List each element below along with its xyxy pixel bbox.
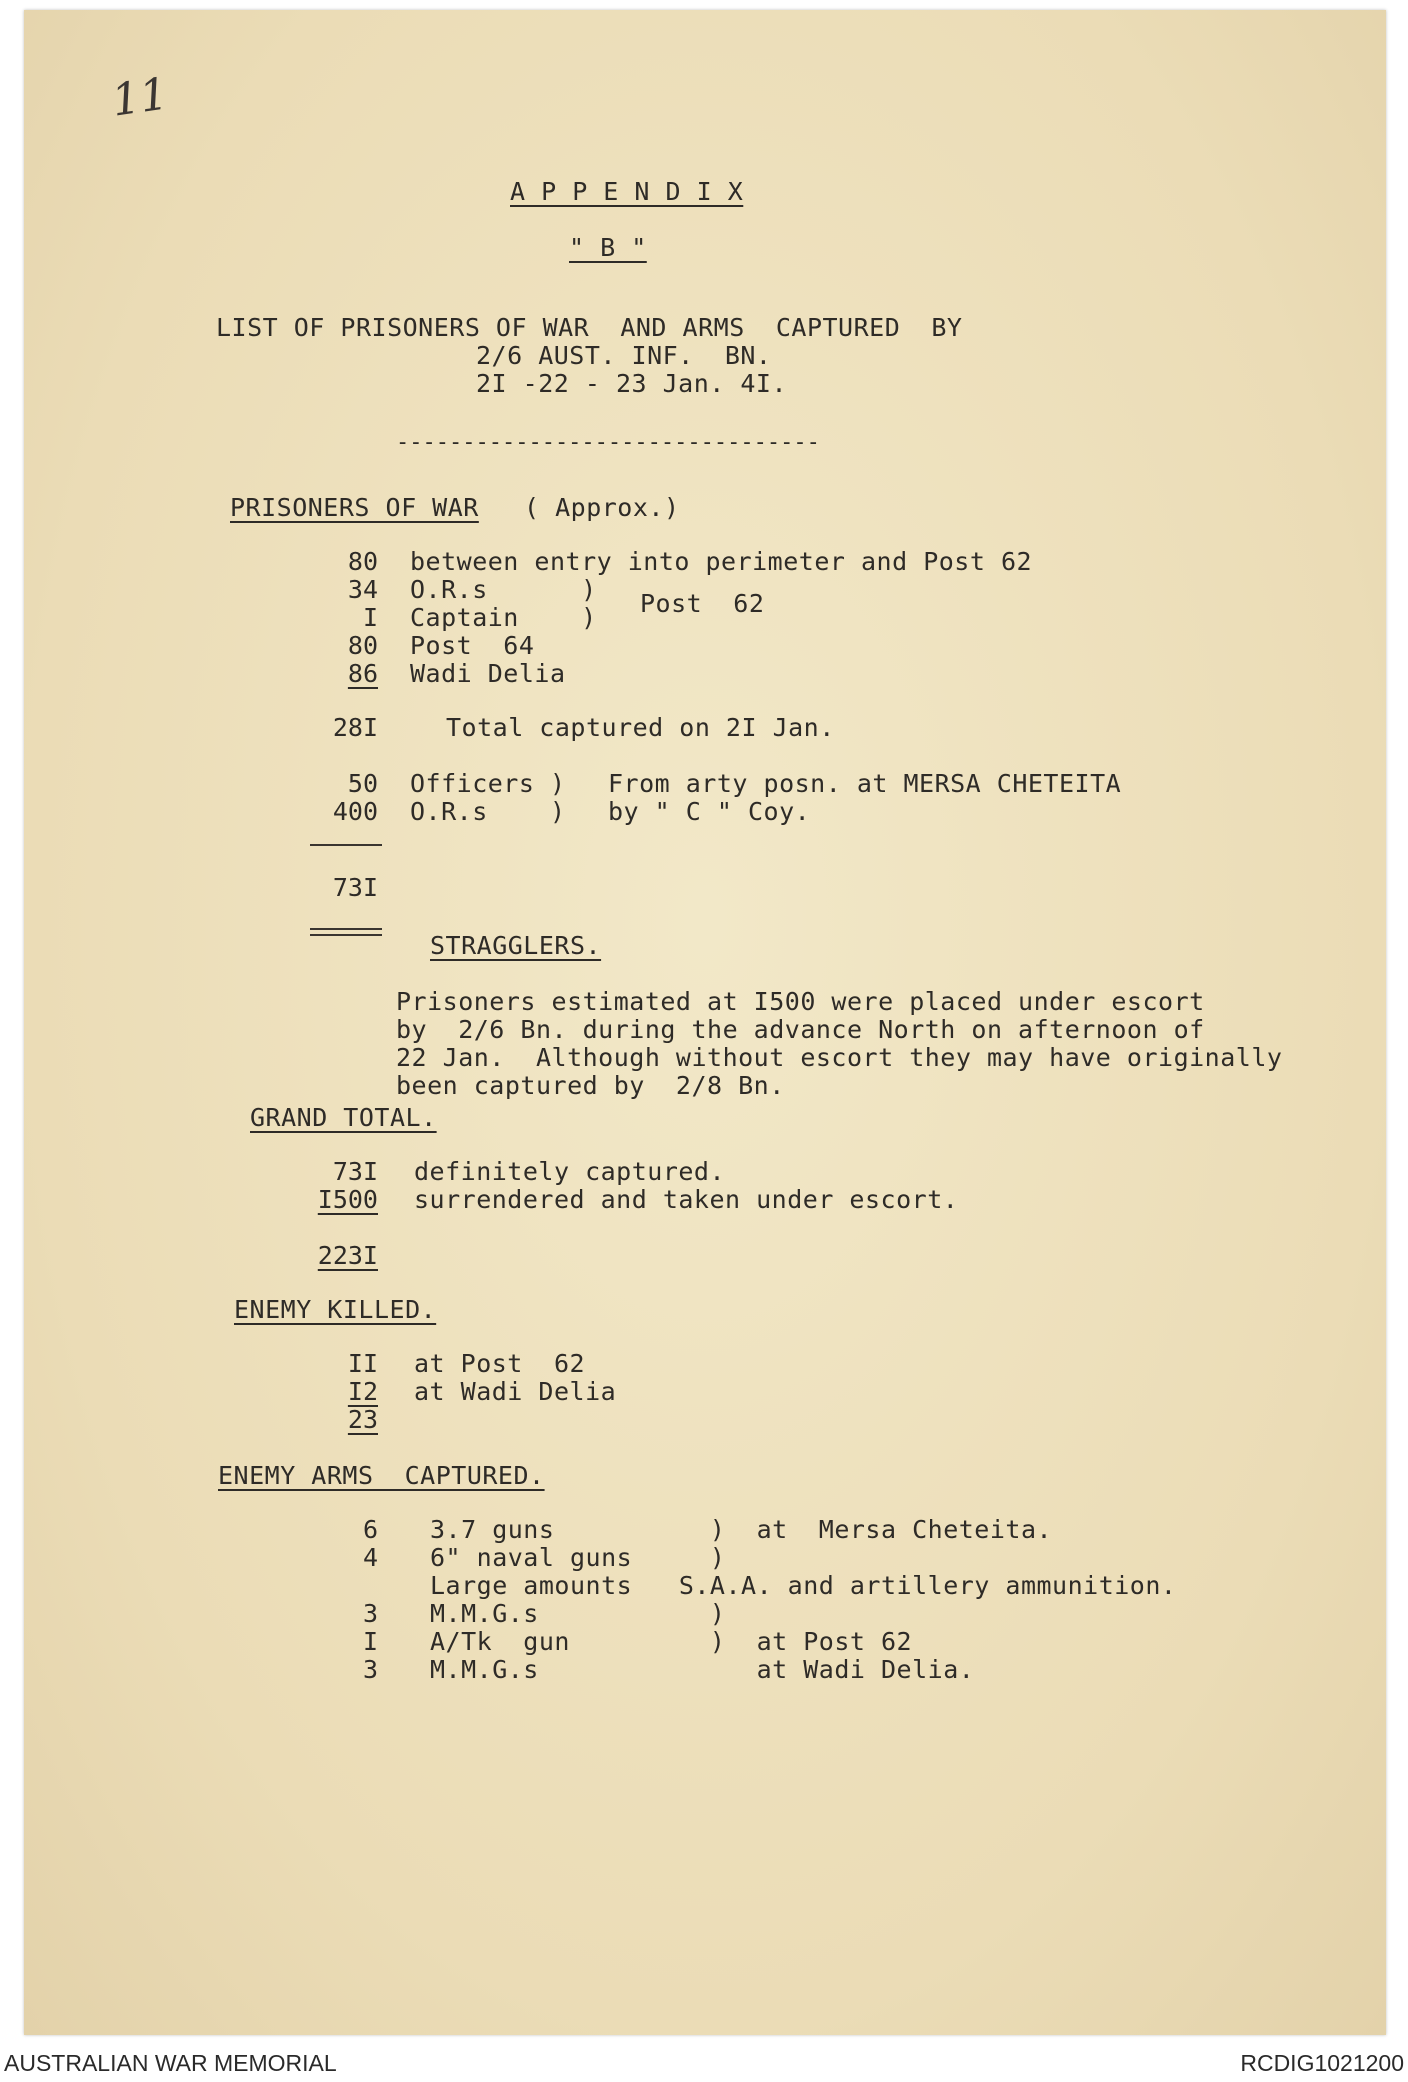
appendix-heading: A P P E N D I X — [510, 177, 744, 206]
pow-subtotal-text: Total captured on 2I Jan. — [446, 713, 835, 742]
title-line-3: 2I -22 - 23 Jan. 4I. — [476, 369, 788, 398]
enemy-killed-row-text: at Post 62 — [414, 1349, 586, 1378]
total-rule — [310, 844, 382, 846]
enemy-arms-row-num: 3 — [362, 1655, 378, 1684]
enemy-killed-row-text: at Wadi Delia — [414, 1377, 617, 1406]
stragglers-line: been captured by 2/8 Bn. — [396, 1071, 785, 1100]
stragglers-heading: STRAGGLERS. — [430, 931, 602, 960]
enemy-killed-row-num: II — [347, 1349, 378, 1378]
pow-row-text: Post 64 — [410, 631, 535, 660]
enemy-arms-row-num: 4 — [362, 1543, 378, 1572]
grand-total-sum: 223I — [317, 1241, 378, 1270]
title-line-2: 2/6 AUST. INF. BN. — [476, 341, 772, 370]
pow-row2-text: O.R.s ) — [410, 797, 566, 826]
double-rule-top — [310, 928, 382, 930]
handwritten-mark: 11 — [108, 68, 172, 127]
stragglers-line: by 2/6 Bn. during the advance North on afternoon of — [396, 1015, 1205, 1044]
separator-line: -------------------------------- — [396, 430, 820, 455]
pow-row-text: Wadi Delia — [410, 659, 566, 688]
appendix-letter: " B " — [569, 233, 647, 262]
pow-row-num: 80 — [347, 547, 378, 576]
enemy-arms-row-num: 6 — [362, 1515, 378, 1544]
pow-row-num: 34 — [347, 575, 378, 604]
pow-row-text: O.R.s ) — [410, 575, 597, 604]
pow-row-text: Captain ) — [410, 603, 597, 632]
grand-total-row-text: definitely captured. — [414, 1157, 726, 1186]
pow-row-text: between entry into perimeter and Post 62 — [410, 547, 1033, 576]
enemy-killed-heading: ENEMY KILLED. — [234, 1295, 437, 1324]
pow-heading-note: ( Approx.) — [524, 493, 680, 522]
enemy-killed-row-num: I2 — [347, 1377, 378, 1406]
footer-institution: AUSTRALIAN WAR MEMORIAL — [4, 2050, 337, 2076]
title-line-1: LIST OF PRISONERS OF WAR AND ARMS CAPTURED BY — [216, 313, 963, 342]
post-62-note: Post 62 — [640, 589, 765, 618]
pow-row-num: I — [362, 603, 378, 632]
double-rule-bottom — [310, 934, 382, 936]
pow-row-num: 86 — [347, 659, 378, 688]
pow-total: 73I — [332, 873, 378, 902]
pow-row2-note-2: by " C " Coy. — [608, 797, 811, 826]
enemy-arms-row-text: 6" naval guns ) — [430, 1543, 726, 1572]
stragglers-line: 22 Jan. Although without escort they may have originally — [396, 1043, 1283, 1072]
grand-total-row-text: surrendered and taken under escort. — [414, 1185, 959, 1214]
enemy-arms-row-text: 3.7 guns ) at Mersa Cheteita. — [430, 1515, 1053, 1544]
pow-row-num: 80 — [347, 631, 378, 660]
enemy-arms-row-text: M.M.G.s at Wadi Delia. — [430, 1655, 975, 1684]
pow-row2-num: 50 — [347, 769, 378, 798]
pow-row2-text: Officers ) — [410, 769, 566, 798]
grand-total-row-num: 73I — [332, 1157, 378, 1186]
grand-total-row-num: I500 — [317, 1185, 378, 1214]
pow-row2-note-1: From arty posn. at MERSA CHETEITA — [608, 769, 1122, 798]
enemy-arms-row-num: I — [362, 1627, 378, 1656]
pow-subtotal-num: 28I — [332, 713, 378, 742]
enemy-killed-total: 23 — [347, 1405, 378, 1434]
enemy-arms-row-text: A/Tk gun ) at Post 62 — [430, 1627, 913, 1656]
grand-total-heading: GRAND TOTAL. — [250, 1103, 437, 1132]
enemy-arms-row-text: M.M.G.s ) — [430, 1599, 726, 1628]
pow-row2-num: 400 — [332, 797, 378, 826]
enemy-arms-row-text: Large amounts S.A.A. and artillery ammunition. — [430, 1571, 1177, 1600]
enemy-arms-heading: ENEMY ARMS CAPTURED. — [218, 1461, 545, 1490]
pow-heading: PRISONERS OF WAR — [230, 493, 479, 522]
document-page — [24, 10, 1386, 2035]
footer-record-id: RCDIG1021200 — [1240, 2050, 1404, 2076]
stragglers-line: Prisoners estimated at I500 were placed under escort — [396, 987, 1205, 1016]
enemy-arms-row-num: 3 — [362, 1599, 378, 1628]
